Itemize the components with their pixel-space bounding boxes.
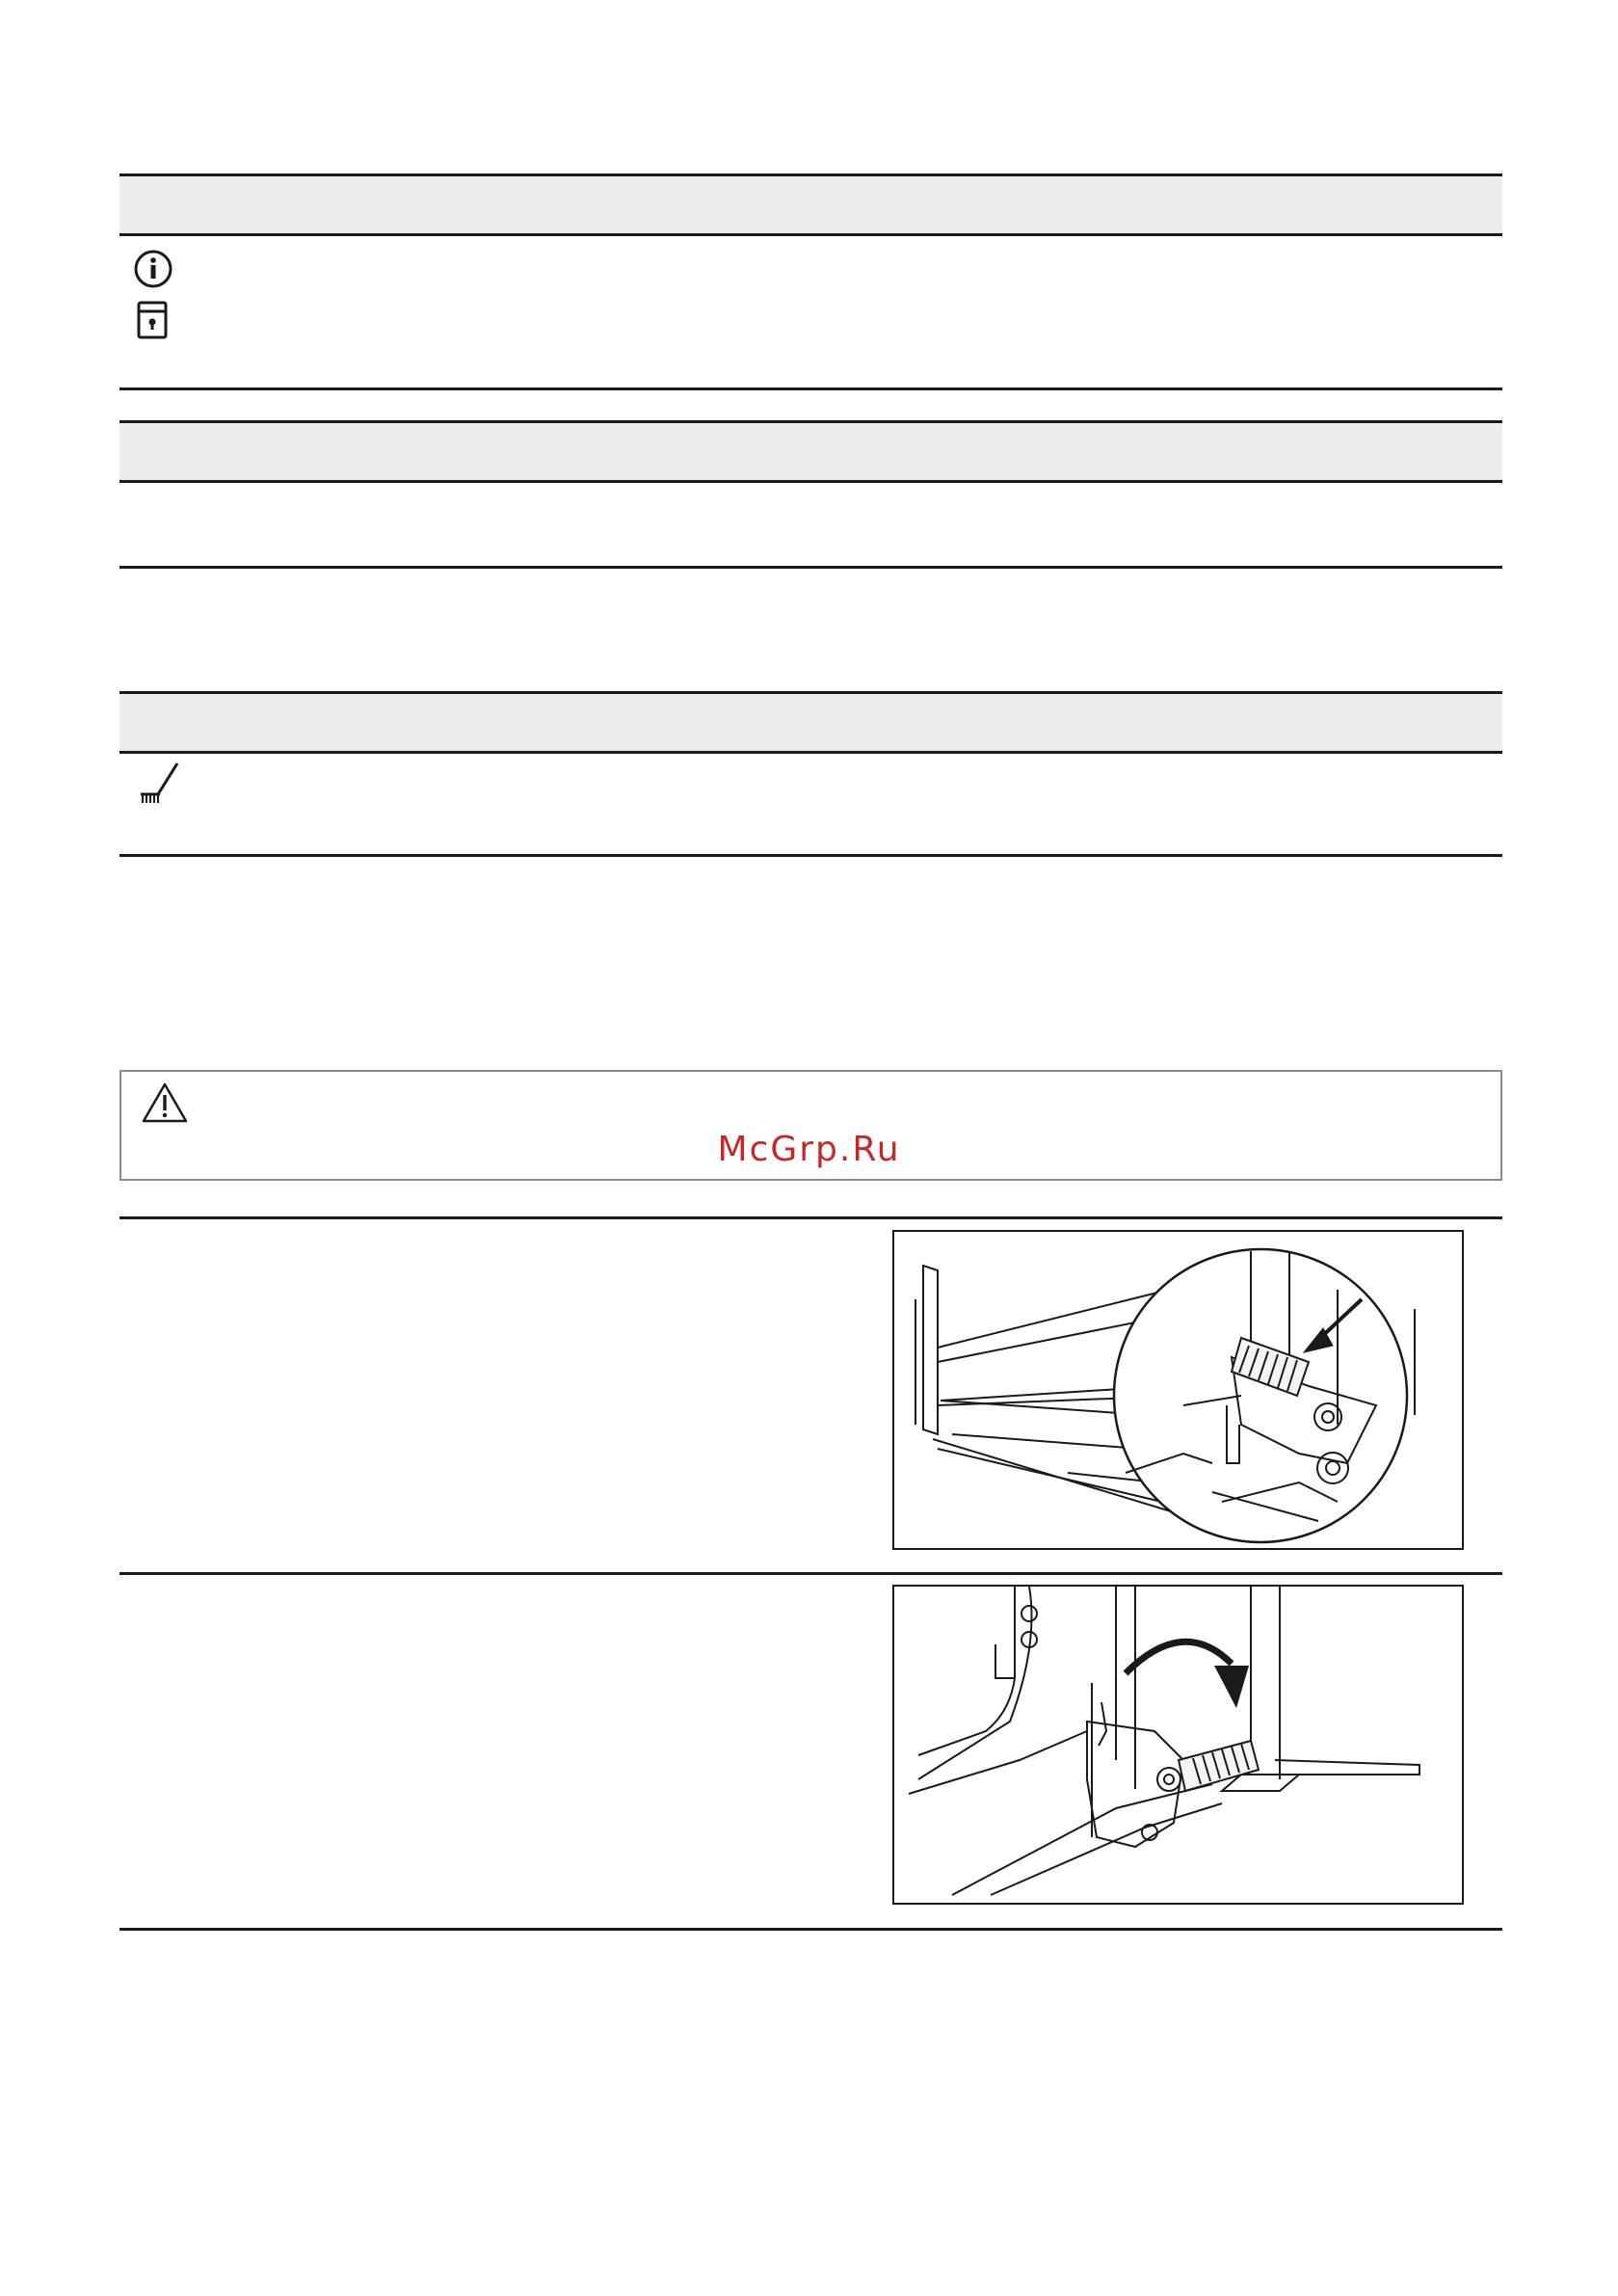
section-header-band-2 [119, 420, 1502, 483]
section-rule-1 [119, 387, 1502, 390]
section-rule-6 [119, 1928, 1502, 1931]
info-icon [133, 249, 173, 293]
section-rule-3 [119, 854, 1502, 857]
cleaning-brush-icon [137, 760, 183, 810]
section-header-band-1 [119, 174, 1502, 236]
section-rule-2 [119, 566, 1502, 569]
section-rule-4 [119, 1216, 1502, 1219]
watermark: McGrp.Ru [717, 1130, 901, 1169]
door-lock-icon [137, 301, 168, 345]
warning-triangle-icon [141, 1081, 189, 1128]
hinge-lever-rotate-figure [892, 1585, 1464, 1905]
section-header-band-3 [119, 691, 1502, 754]
section-rule-5 [119, 1572, 1502, 1575]
hinge-lever-release-figure [892, 1230, 1464, 1550]
